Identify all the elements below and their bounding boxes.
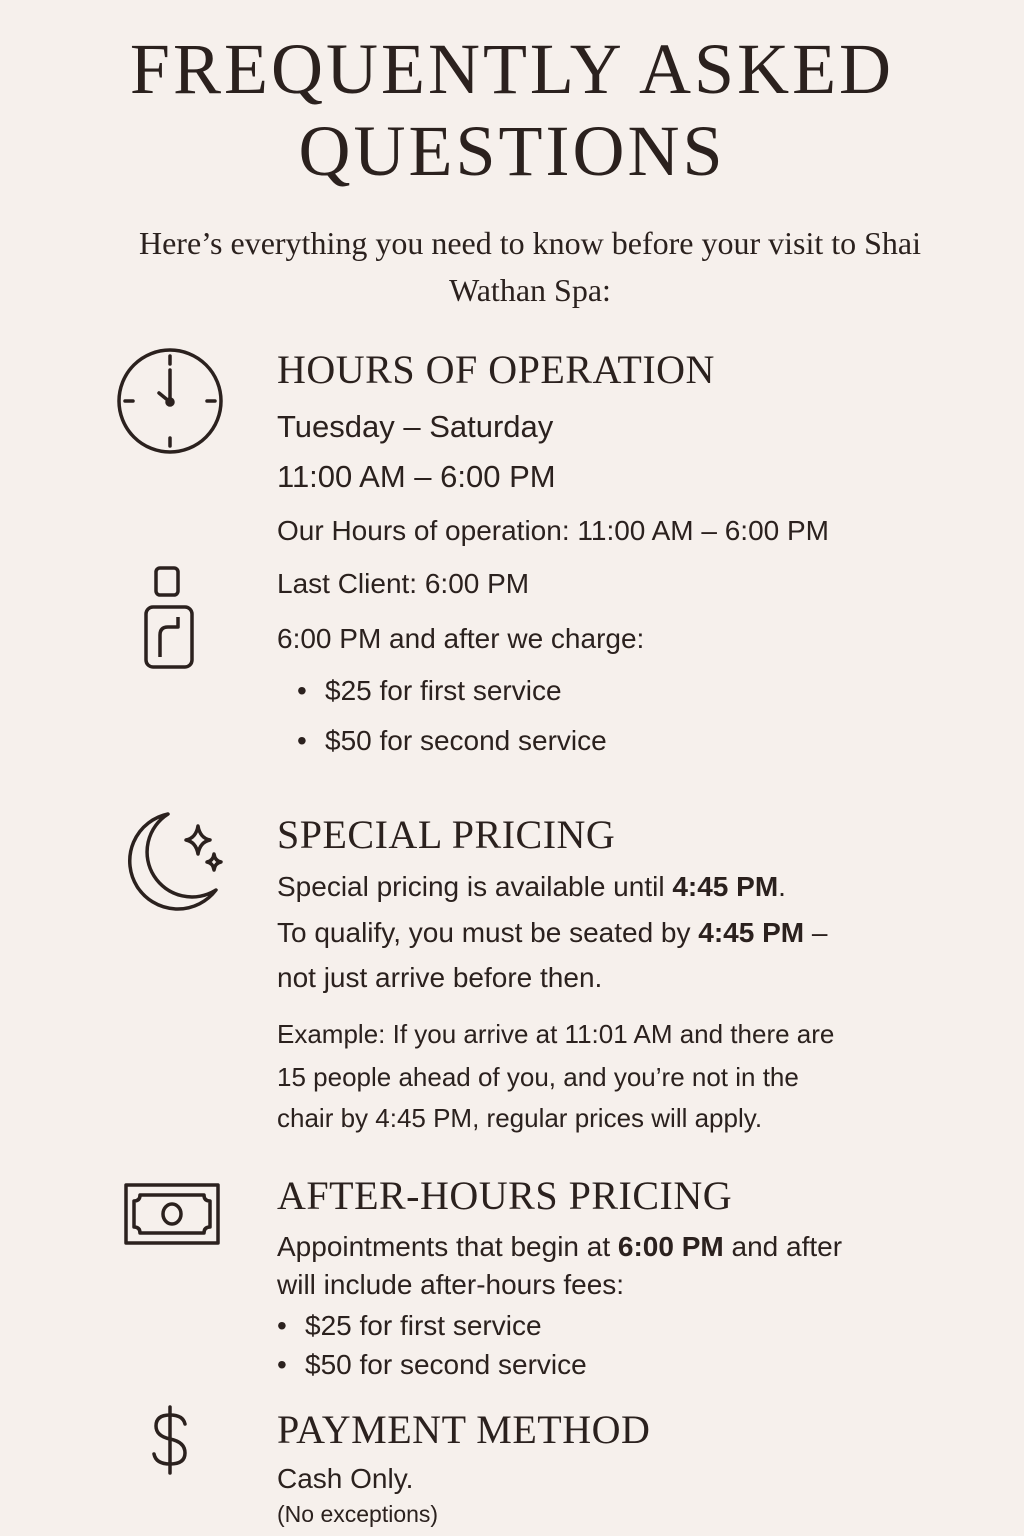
hours-fee-bullet: • $25 for first service xyxy=(297,674,562,708)
moon-stars-icon xyxy=(124,808,228,914)
special-text: – xyxy=(804,917,828,948)
after-hours-text: Appointments that begin at xyxy=(277,1231,618,1262)
after-hours-line-2: will include after-hours fees: xyxy=(277,1269,625,1300)
after-charge-text: 6:00 PM and after we charge: xyxy=(277,623,645,654)
bottle-icon xyxy=(142,565,196,671)
after-hours-heading: AFTER-HOURS PRICING xyxy=(277,1173,733,1218)
banknote-icon xyxy=(124,1183,220,1245)
special-line-2 xyxy=(277,916,827,950)
after-hours-fee-bullet: • $25 for first service xyxy=(277,1309,542,1343)
after-hours-time: 6:00 PM xyxy=(617,1231,724,1262)
after-hours-text: and after xyxy=(723,1231,843,1262)
payment-cash-only: Cash Only. xyxy=(277,1463,414,1494)
hours-heading: HOURS OF OPERATION xyxy=(277,347,715,392)
special-time: 4:45 PM xyxy=(698,917,805,948)
intro-text: Here’s everything you need to know before your visit to Shai Wathan Spa: xyxy=(138,225,922,308)
special-heading: SPECIAL PRICING xyxy=(277,812,616,857)
hours-fee-bullet: • $50 for second service xyxy=(297,724,607,758)
clock-icon xyxy=(116,346,226,456)
special-example-line: chair by 4:45 PM, regular prices will apply. xyxy=(277,1103,763,1133)
hours-operation-line: Our Hours of operation: 11:00 AM – 6:00 PM xyxy=(277,515,830,546)
special-example-line: 15 people ahead of you, and you’re not in the xyxy=(277,1062,799,1092)
hours-time: 11:00 AM – 6:00 PM xyxy=(277,459,556,494)
last-client: Last Client: 6:00 PM xyxy=(277,568,530,599)
payment-no-exceptions: (No exceptions) xyxy=(277,1501,439,1527)
after-hours-line-1 xyxy=(277,1230,842,1264)
special-text: . xyxy=(778,871,786,902)
special-line-1 xyxy=(277,870,786,904)
special-line-3: not just arrive before then. xyxy=(277,962,603,993)
special-text: To qualify, you must be seated by xyxy=(277,917,699,948)
special-example-line: Example: If you arrive at 11:01 AM and there are xyxy=(277,1019,835,1049)
payment-heading: PAYMENT METHOD xyxy=(277,1407,651,1452)
special-text: Special pricing is available until xyxy=(277,871,673,902)
hours-days: Tuesday – Saturday xyxy=(277,409,554,444)
dollar-sign-icon xyxy=(150,1404,190,1476)
page-title: FREQUENTLY ASKED QUESTIONS xyxy=(129,29,895,191)
after-hours-fee-bullet: • $50 for second service xyxy=(277,1348,587,1382)
special-time: 4:45 PM xyxy=(672,871,779,902)
